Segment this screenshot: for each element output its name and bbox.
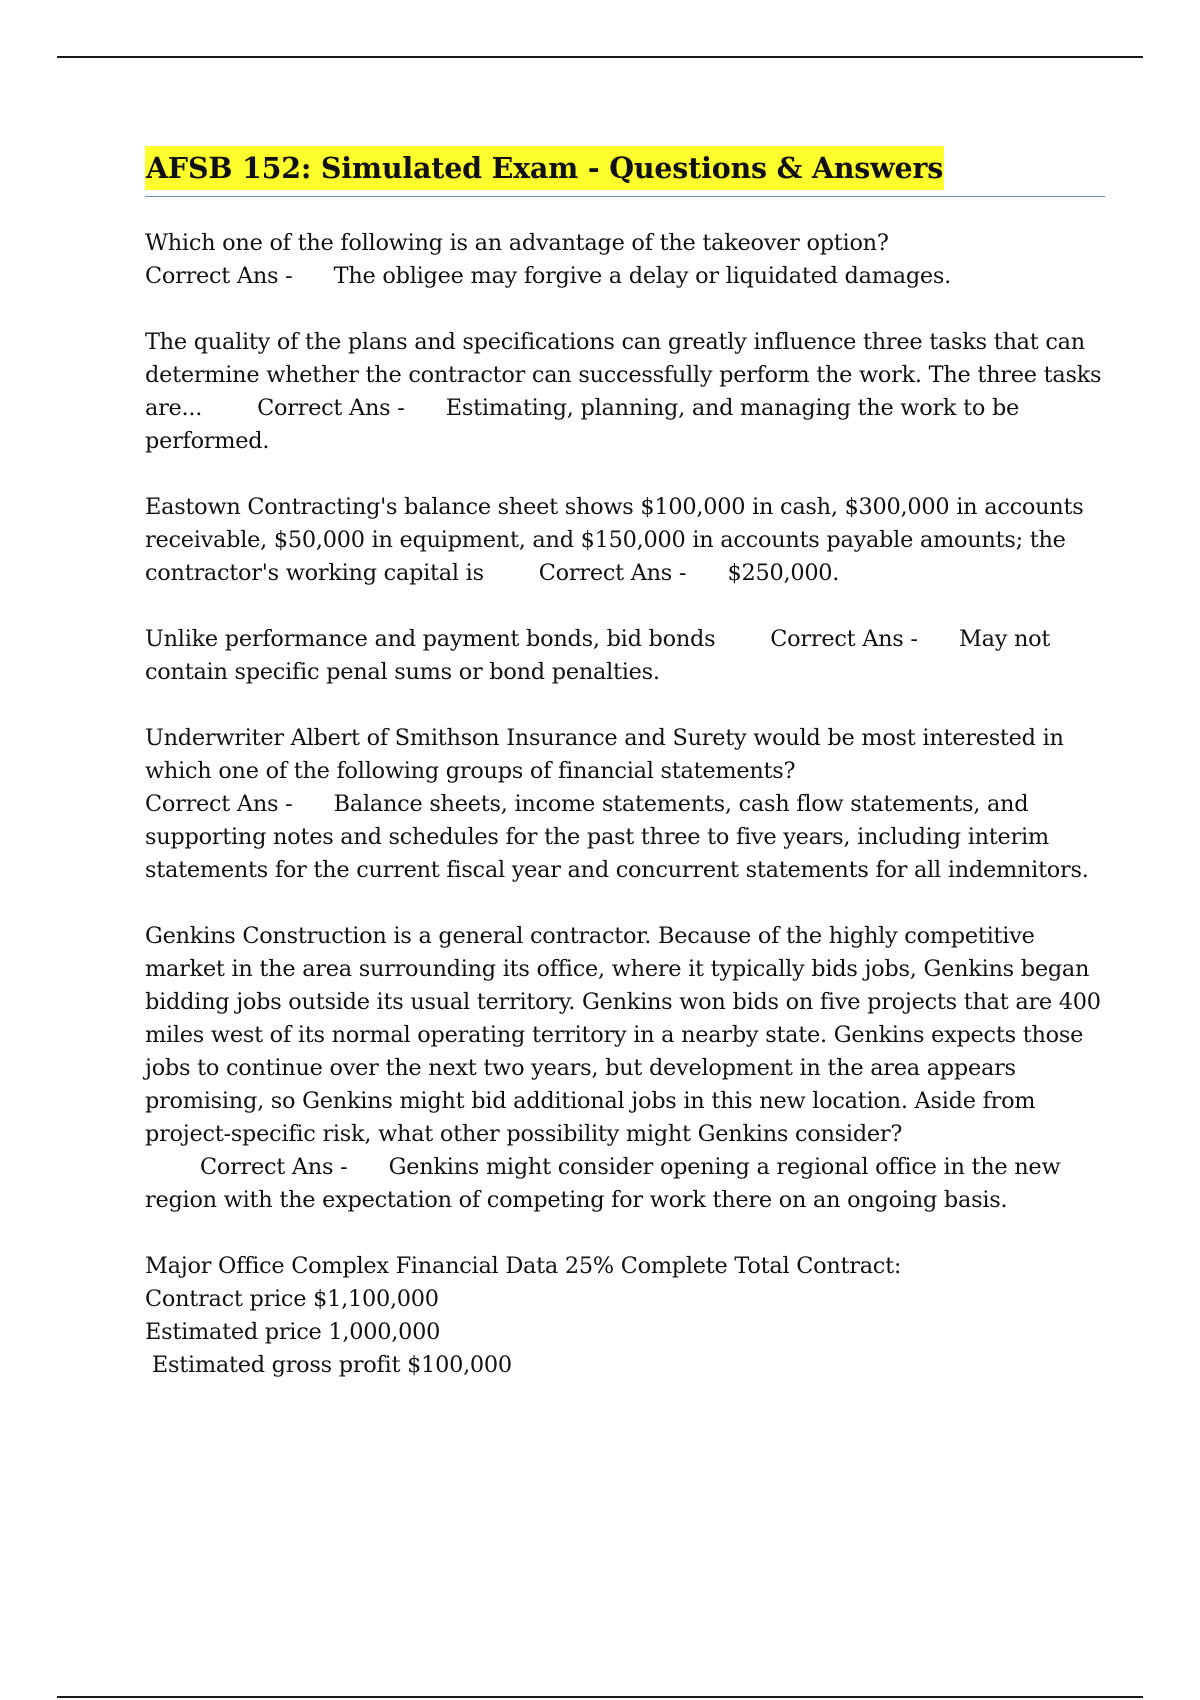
title-block <box>145 146 1105 197</box>
financial-data-line: Contract price $1,100,000 <box>145 1286 439 1312</box>
answer-text: Balance sheets, income statements, cash flow statements, and supporting notes and schedules for the past three to five years, including interim statements for the current fiscal year and concurrent statements for all indemnitors. <box>145 791 1089 883</box>
question-text: Which one of the following is an advantage of the takeover option? <box>145 230 889 256</box>
footer-rule <box>57 1696 1143 1698</box>
qa-item-3 <box>145 491 1105 590</box>
answer-gap <box>918 626 959 652</box>
question-text: Unlike performance and payment bonds, bid bonds <box>145 626 716 652</box>
answer-label: Correct Ans - <box>145 263 293 289</box>
answer-gap <box>405 395 446 421</box>
answer-gap <box>292 263 333 289</box>
answer-label: Correct Ans - <box>257 395 405 421</box>
answer-text: The obligee may forgive a delay or liquidated damages. <box>333 263 952 289</box>
answer-text: Genkins might consider opening a regional office in the new region with the expectation of competing for work there on an ongoing basis. <box>145 1154 1061 1213</box>
answer-label: Correct Ans - <box>199 1154 348 1180</box>
question-gap <box>202 395 257 421</box>
qa-item-6 <box>145 920 1105 1217</box>
question-text: Genkins Construction is a general contractor. Because of the highly competitive market in the area surrounding its office, where it typically bids jobs, Genkins began bidding jobs outside its usual territory. Genkins won bids on five projects that are 400 miles west of its normal operating territory in a nearby state. Genkins expects those jobs to continue over the next two years, but development in the area appears promising, so Genkins might bid additional jobs in this new location. Aside from project-specific risk, what other possibility might Genkins consider? <box>145 923 1101 1147</box>
question-gap <box>145 1154 200 1180</box>
qa-item-2 <box>145 326 1105 458</box>
document-body <box>145 146 1105 1382</box>
financial-data-line: Estimated price 1,000,000 <box>145 1319 441 1345</box>
answer-gap <box>292 791 333 817</box>
question-text: Eastown Contracting's balance sheet shows $100,000 in cash, $300,000 in accounts receivable, $50,000 in equipment, and $150,000 in accounts payable amounts; the contractor's working capital is <box>145 494 1084 586</box>
qa-item-1 <box>145 227 1105 293</box>
answer-text: May not contain specific penal sums or bond penalties. <box>145 626 1051 685</box>
question-gap <box>484 560 539 586</box>
answer-label: Correct Ans - <box>538 560 687 586</box>
answer-text: $250,000. <box>727 560 840 586</box>
financial-data-block <box>145 1250 1105 1382</box>
answer-gap <box>686 560 727 586</box>
header-rule <box>57 56 1143 58</box>
answer-label: Correct Ans - <box>145 791 293 817</box>
answer-label: Correct Ans - <box>770 626 918 652</box>
question-text: Underwriter Albert of Smithson Insurance and Surety would be most interested in which one of the following groups of financial statements? <box>145 725 1064 784</box>
document-title: AFSB 152: Simulated Exam - Questions & Answers <box>145 146 944 190</box>
financial-data-line: Estimated gross profit $100,000 <box>145 1352 512 1378</box>
financial-data-heading: Major Office Complex Financial Data 25% Complete Total Contract: <box>145 1253 902 1279</box>
answer-gap <box>347 1154 388 1180</box>
question-text: The quality of the plans and specifications can greatly influence three tasks that can determine whether the contractor can successfully perform the work. The three tasks are... <box>145 329 1102 421</box>
answer-text: Estimating, planning, and managing the work to be performed. <box>145 395 1020 454</box>
qa-item-4 <box>145 623 1105 689</box>
question-gap <box>715 626 770 652</box>
qa-item-5 <box>145 722 1105 887</box>
